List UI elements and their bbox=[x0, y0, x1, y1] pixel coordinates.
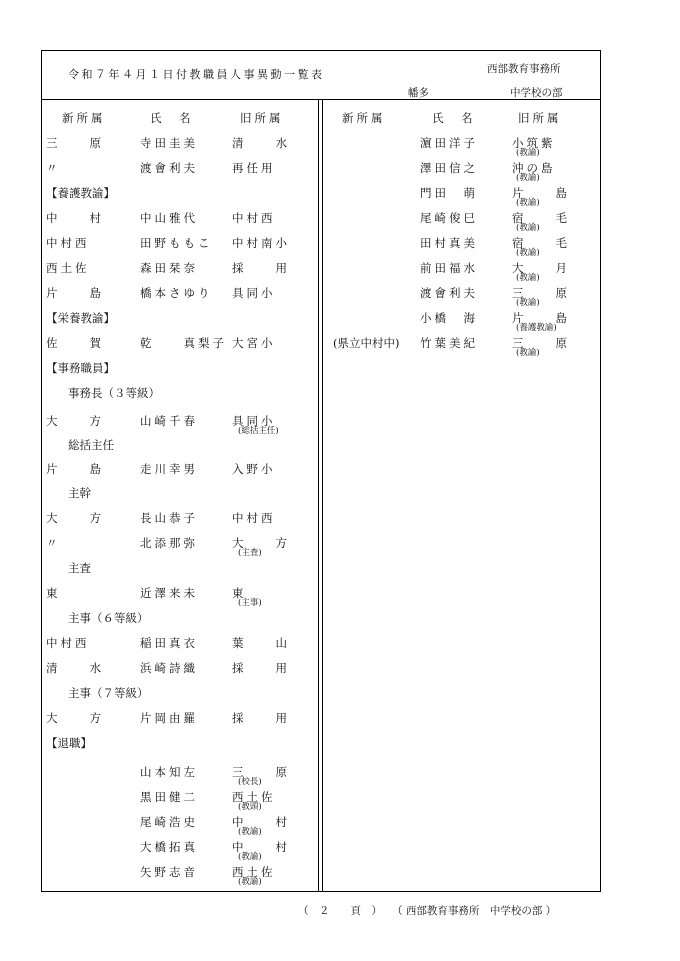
row-old-affiliation: 中 村 bbox=[232, 815, 290, 829]
row-new-affiliation: 中 村 bbox=[46, 211, 104, 225]
row-name: 片岡由羅 bbox=[140, 711, 198, 725]
row-old-affiliation: 西土佐 bbox=[232, 790, 276, 804]
row-name: 長山恭子 bbox=[140, 511, 198, 525]
row-name: 中山雅代 bbox=[140, 211, 198, 225]
row-note: (教諭) bbox=[238, 877, 262, 887]
row-old-affiliation: 東 bbox=[232, 586, 247, 600]
left-header-name: 氏 名 bbox=[150, 111, 194, 125]
row-name: 門田 萌 bbox=[420, 186, 478, 200]
row-new-affiliation: 〃 bbox=[46, 161, 61, 175]
row-name: 近澤来未 bbox=[140, 586, 198, 600]
row-name: 尾崎俊巳 bbox=[420, 211, 478, 225]
row-note: (校長) bbox=[238, 777, 262, 787]
row-old-affiliation: 中 村 bbox=[232, 840, 290, 854]
row-old-affiliation: 入野小 bbox=[232, 462, 276, 476]
section-heading: 【養護教諭】 bbox=[46, 186, 115, 200]
subsection-heading: 主査 bbox=[68, 561, 91, 575]
row-old-affiliation: 大 方 bbox=[232, 536, 290, 550]
row-old-affiliation: 大 月 bbox=[512, 261, 570, 275]
row-name: 前田福水 bbox=[420, 261, 478, 275]
row-old-affiliation: 中村西 bbox=[232, 511, 276, 525]
column-divider-right bbox=[322, 100, 323, 891]
row-new-affiliation: 中村西 bbox=[46, 236, 90, 250]
row-note: (教諭) bbox=[516, 198, 540, 208]
document-title: 令和７年４月１日付教職員人事異動一覧表 bbox=[68, 68, 325, 81]
row-name: 北添那弥 bbox=[140, 536, 198, 550]
row-note: (教諭) bbox=[238, 827, 262, 837]
row-old-affiliation: 宿 毛 bbox=[512, 236, 570, 250]
subsection-heading: 主幹 bbox=[68, 486, 91, 500]
row-old-affiliation: 再任用 bbox=[232, 161, 276, 175]
row-name: 竹葉美紀 bbox=[420, 336, 478, 350]
row-note: (主査) bbox=[238, 548, 262, 558]
row-name: 浜崎詩織 bbox=[140, 661, 198, 675]
row-old-affiliation: 片 島 bbox=[512, 186, 570, 200]
region-name: 幡多 bbox=[408, 87, 429, 99]
row-name: 濵田洋子 bbox=[420, 136, 478, 150]
row-old-affiliation: 片 島 bbox=[512, 311, 570, 325]
row-old-affiliation: 宿 毛 bbox=[512, 211, 570, 225]
row-new-affiliation: 片 島 bbox=[46, 286, 104, 300]
row-old-affiliation: 三 原 bbox=[512, 286, 570, 300]
section-heading: 【事務職員】 bbox=[46, 361, 115, 375]
row-note: (教諭) bbox=[238, 852, 262, 862]
subsection-heading: 主事（６等級） bbox=[68, 611, 149, 625]
row-new-affiliation: 中村西 bbox=[46, 636, 90, 650]
row-name: 田野ももこ bbox=[140, 236, 213, 250]
row-note: (教諭) bbox=[516, 148, 540, 158]
row-name: 渡會利夫 bbox=[420, 286, 478, 300]
row-name: 矢野志音 bbox=[140, 865, 198, 879]
row-new-affiliation: 三 原 bbox=[46, 136, 104, 150]
row-old-affiliation: 採 用 bbox=[232, 261, 290, 275]
office-name: 西部教育事務所 bbox=[487, 63, 561, 75]
row-note: (教諭) bbox=[516, 248, 540, 258]
row-name: 山崎千春 bbox=[140, 414, 198, 428]
row-name: 小橋 海 bbox=[420, 311, 478, 325]
right-header-new: 新所属 bbox=[342, 111, 386, 125]
row-note: (養護教諭) bbox=[516, 323, 557, 333]
subsection-heading: 事務長（３等級） bbox=[68, 386, 160, 400]
row-name: 橋本さゆり bbox=[140, 286, 213, 300]
subsection-heading: 主事（７等級） bbox=[68, 686, 149, 700]
row-name: 森田栞奈 bbox=[140, 261, 198, 275]
row-note: (教諭) bbox=[516, 273, 540, 283]
row-name: 渡會利夫 bbox=[140, 161, 198, 175]
row-new-affiliation: (県立中村中) bbox=[333, 336, 400, 350]
row-new-affiliation: 大 方 bbox=[46, 511, 104, 525]
row-new-affiliation: 東 bbox=[46, 586, 61, 600]
row-old-affiliation: 中村南小 bbox=[232, 236, 290, 250]
row-note: (教諭) bbox=[516, 223, 540, 233]
row-name: 山本知左 bbox=[140, 765, 198, 779]
row-new-affiliation: 清 水 bbox=[46, 661, 104, 675]
row-old-affiliation: 採 用 bbox=[232, 661, 290, 675]
row-note: (総括主任) bbox=[238, 426, 279, 436]
row-name: 澤田信之 bbox=[420, 161, 478, 175]
left-header-old: 旧所属 bbox=[240, 111, 284, 125]
row-new-affiliation: 西土佐 bbox=[46, 261, 90, 275]
row-old-affiliation: 三 原 bbox=[512, 336, 570, 350]
row-name: 乾 真梨子 bbox=[140, 336, 227, 350]
row-name: 黒田健二 bbox=[140, 790, 198, 804]
row-old-affiliation: 採 用 bbox=[232, 711, 290, 725]
footer-office: （ 西部教育事務所 中学校の部 ） bbox=[392, 905, 557, 917]
row-note: (教諭) bbox=[516, 298, 540, 308]
row-new-affiliation: 大 方 bbox=[46, 711, 104, 725]
column-divider-left bbox=[318, 100, 319, 891]
section-heading: 【退職】 bbox=[46, 736, 92, 750]
row-new-affiliation: 大 方 bbox=[46, 414, 104, 428]
row-note: (教諭) bbox=[516, 173, 540, 183]
row-name: 大橋拓真 bbox=[140, 840, 198, 854]
row-old-affiliation: 小筑紫 bbox=[512, 136, 556, 150]
row-old-affiliation: 中村西 bbox=[232, 211, 276, 225]
row-new-affiliation: 〃 bbox=[46, 536, 61, 550]
row-old-affiliation: 西土佐 bbox=[232, 865, 276, 879]
row-old-affiliation: 大宮小 bbox=[232, 336, 276, 350]
right-header-old: 旧所属 bbox=[518, 111, 562, 125]
row-name: 寺田圭美 bbox=[140, 136, 198, 150]
row-new-affiliation: 佐 賀 bbox=[46, 336, 104, 350]
row-old-affiliation: 沖の島 bbox=[512, 161, 556, 175]
row-old-affiliation: 具同小 bbox=[232, 286, 276, 300]
row-note: (教頭) bbox=[238, 802, 262, 812]
row-old-affiliation: 三 原 bbox=[232, 765, 290, 779]
row-old-affiliation: 葉 山 bbox=[232, 636, 290, 650]
section-heading: 【栄養教諭】 bbox=[46, 311, 115, 325]
section-name: 中学校の部 bbox=[510, 87, 563, 99]
row-name: 稲田真衣 bbox=[140, 636, 198, 650]
left-header-new: 新所属 bbox=[62, 111, 106, 125]
subsection-heading: 総括主任 bbox=[68, 438, 114, 452]
row-name: 田村真美 bbox=[420, 236, 478, 250]
row-name: 走川幸男 bbox=[140, 462, 198, 476]
row-new-affiliation: 片 島 bbox=[46, 462, 104, 476]
right-header-name: 氏 名 bbox=[432, 111, 476, 125]
row-old-affiliation: 具同小 bbox=[232, 414, 276, 428]
row-old-affiliation: 清 水 bbox=[232, 136, 290, 150]
row-note: (教諭) bbox=[516, 348, 540, 358]
row-note: (主事) bbox=[238, 598, 262, 608]
row-name: 尾崎浩史 bbox=[140, 815, 198, 829]
footer-page: （ ２ 頁 ） bbox=[298, 905, 382, 917]
